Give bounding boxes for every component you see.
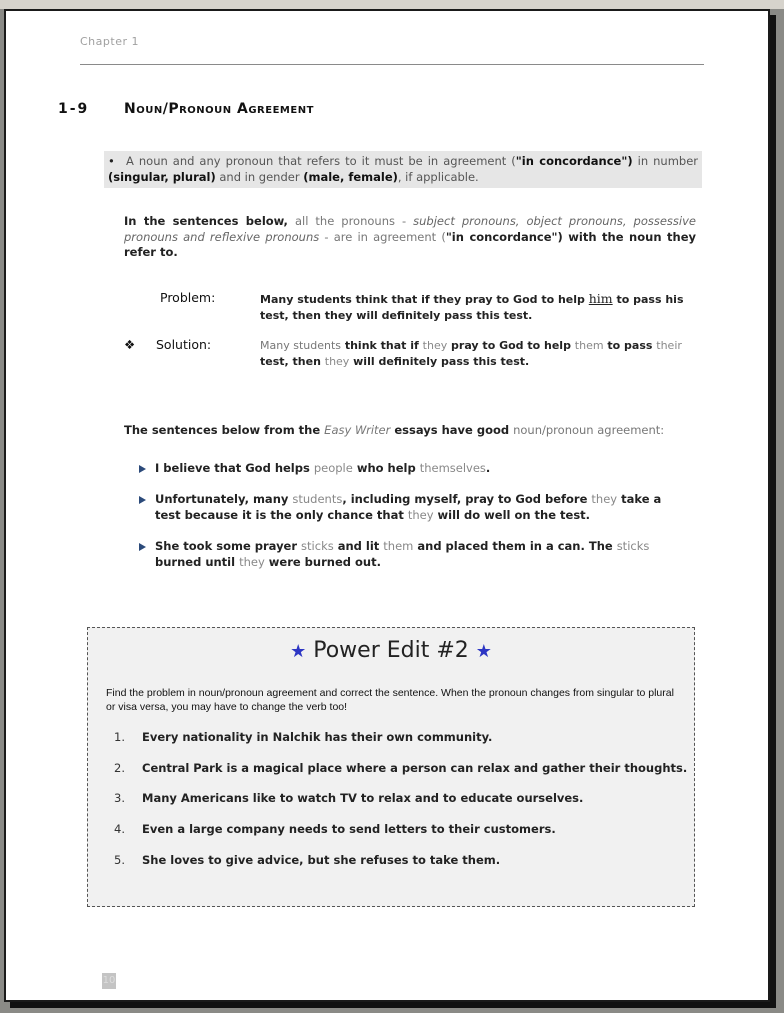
exercise-item: 5. She loves to give advice, but she refuses to take them.: [114, 853, 501, 867]
rule-note: • A noun and any pronoun that refers to it must be in agreement ("in concordance") in number (singular, plural) and in gender (male, female), if applicable.: [104, 151, 702, 188]
solution-text: Many students think that if they pray to God to help them to pass their test, then they will definitely pass this test.: [260, 339, 682, 368]
solution-label: Solution:: [156, 337, 212, 352]
examples-intro: The sentences below from the Easy Writer essays have good noun/pronoun agreement:: [124, 423, 665, 437]
solution-marker-icon: ❖: [124, 337, 136, 352]
star-icon: ★: [290, 641, 307, 662]
section-number: 1-9: [58, 101, 90, 117]
exercise-item: 3. Many Americans like to watch TV to relax and to educate ourselves.: [114, 791, 584, 805]
section-title: Noun/Pronoun Agreement: [124, 101, 314, 117]
exercise-item: 2. Central Park is a magical place where a person can relax and gather their thoughts.: [114, 761, 688, 775]
intro-paragraph: In the sentences below, all the pronouns - subject pronouns, object pronouns, possessive pronouns and reflexive pronouns - are in agreement ("in concordance") with the noun they refer to.: [124, 214, 696, 259]
triangle-bullet-icon: [139, 543, 146, 551]
exercise-item: 1. Every nationality in Nalchik has their own community.: [114, 730, 493, 744]
triangle-bullet-icon: [139, 496, 146, 504]
page-number: 10: [102, 973, 116, 989]
window-top-strip: [0, 0, 784, 9]
star-icon: ★: [475, 641, 492, 662]
problem-label: Problem:: [160, 290, 216, 305]
example-item: She took some prayer sticks and lit them and placed them in a can. The sticks burned until they were burned out.: [155, 539, 650, 569]
triangle-bullet-icon: [139, 465, 146, 473]
problem-text: Many students think that if they pray to God to help him to pass his test, then they will definitely pass this test.: [260, 291, 684, 322]
example-item: I believe that God helps people who help themselves.: [155, 461, 491, 475]
example-item: Unfortunately, many students, including myself, pray to God before they take a test because it is the only chance that they will do well on the test.: [155, 492, 662, 522]
exercise-item: 4. Even a large company needs to send letters to their customers.: [114, 822, 556, 836]
bullet-icon: •: [108, 154, 115, 168]
power-edit-box: [87, 627, 695, 907]
chapter-header: Chapter 1: [80, 35, 139, 48]
power-edit-instructions: Find the problem in noun/pronoun agreement and correct the sentence. When the pronoun changes from singular to plural or visa versa, you may have to change the verb too!: [106, 687, 674, 713]
document-page: [4, 9, 770, 1002]
header-rule: [80, 64, 704, 65]
power-edit-title: ★ Power Edit #2 ★: [290, 638, 492, 663]
